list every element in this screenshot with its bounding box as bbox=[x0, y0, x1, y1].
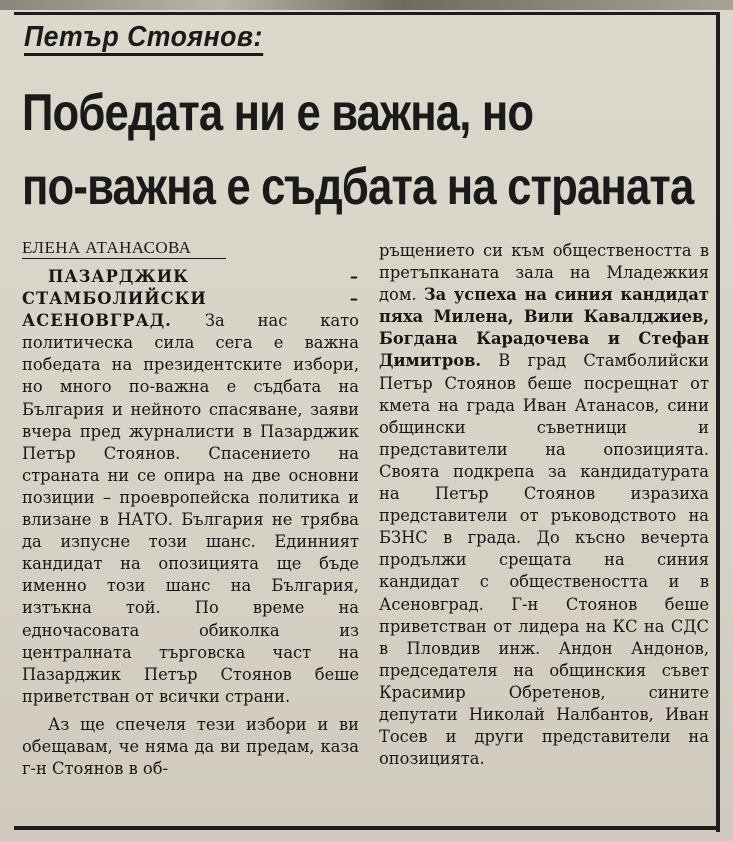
top-rule bbox=[14, 12, 718, 15]
column-rule bbox=[716, 12, 720, 832]
byline: ЕЛЕНА АТАНАСОВА bbox=[22, 238, 226, 259]
paragraph: Аз ще спечеля тези избори и ви обещавам, че няма да ви предам, каза г-н Стоянов в об- bbox=[22, 714, 359, 779]
paragraph-text: В град Стамболийски Петър Стоянов беше посрещнат от кмета на града Иван Атанасов, сини общински съветници и представители на опозицията. Своята подкрепа за кандидатурата на Петър Стоянов изразиха представители от ръководството на БЗНС в града. До късно вечерта продължи срещата на синия кандидат с обществеността и в Асеновград. Г-н Стоянов беше приветстван от лидера на КС на СДС в Пловдив инж. Андон Андонов, председателя на общинския съвет Красимир Обретенов, сините депутати Николай Налбантов, Иван Тосев и други представители на опозицията. bbox=[379, 351, 709, 769]
article-headline bbox=[22, 76, 694, 224]
article-column-1 bbox=[22, 266, 359, 780]
paragraph-bold-text: За успеха на синия кандидат пяха Милена, Вили Кавалджиев, Богдана Карадочева и Стефан Димитров. bbox=[379, 285, 709, 371]
paragraph bbox=[22, 266, 359, 708]
dateline: ПАЗАРДЖИК – СТАМБОЛИЙСКИ – АСЕНОВГРАД. bbox=[22, 267, 359, 331]
paragraph-text: ръщението си към обществеността в претъпканата зала на Младежкия дом. bbox=[379, 241, 709, 305]
photo-edge bbox=[0, 0, 733, 10]
paragraph bbox=[379, 240, 709, 770]
paragraph-text: За нас като политическа сила сега е важна победата на президентските избори, но много по-важна е съдбата на България и нейното спасяване, заяви вчера пред журналисти в Пазарджик Петър Стоянов. Спасението на страната ни се опира на две основни позиции – проевропейска политика и влизане в НАТО. България не трябва да изпусне този шанс. Единният кандидат на опозицията ще бъде именно този шанс на България, изтъкна той. По време на едночасовата обиколка из централната търговска част на Пазарджик Петър Стоянов беше приветстван от всички страни. bbox=[22, 311, 359, 706]
bottom-rule bbox=[14, 826, 718, 830]
article-column-2 bbox=[379, 240, 709, 770]
headline-line-2: по-важна е съдбата на страната bbox=[22, 158, 694, 216]
article-kicker: Петър Стоянов: bbox=[24, 22, 263, 56]
headline-line-1: Победата ни е важна, но bbox=[22, 84, 534, 142]
